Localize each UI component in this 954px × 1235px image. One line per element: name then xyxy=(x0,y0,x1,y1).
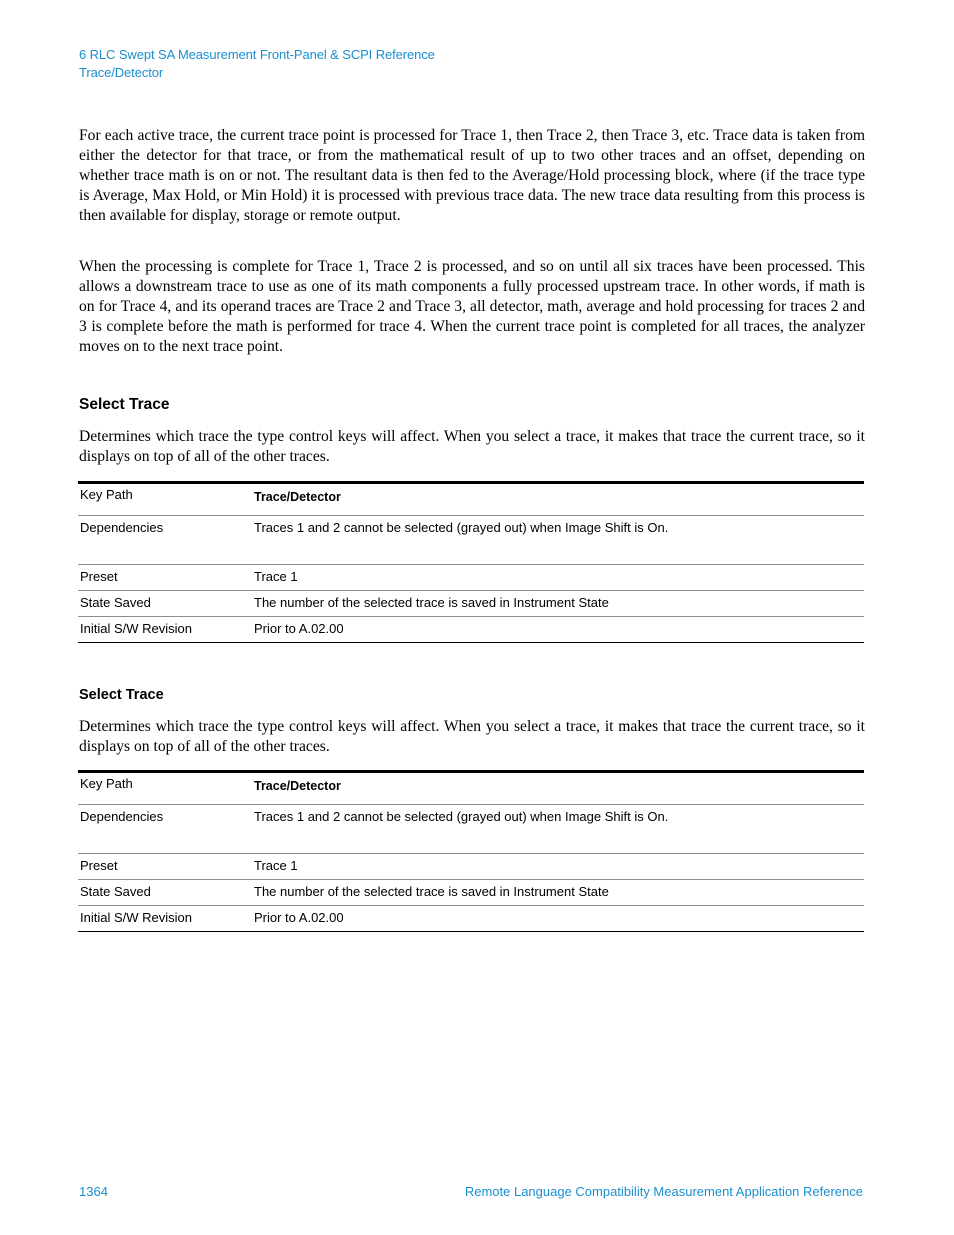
state-saved-label: State Saved xyxy=(78,880,252,906)
table-row-state-saved xyxy=(78,880,864,906)
key-path-value: Trace/Detector xyxy=(252,772,864,805)
header-chapter-line: 6 RLC Swept SA Measurement Front-Panel & SCPI Reference xyxy=(79,47,435,62)
revision-label: Initial S/W Revision xyxy=(78,906,252,932)
preset-value: Trace 1 xyxy=(252,565,864,591)
key-table-1 xyxy=(78,481,864,643)
page-number: 1364 xyxy=(79,1184,108,1199)
section-description-1: Determines which trace the type control keys will affect. When you select a trace, it makes that trace the current trace, so it displays on top of all of the other traces. xyxy=(79,428,865,466)
dependencies-label: Dependencies xyxy=(78,516,252,565)
table-row-dependencies xyxy=(78,805,864,854)
revision-value: Prior to A.02.00 xyxy=(252,617,864,643)
key-table-2 xyxy=(78,770,864,932)
table-row-state-saved xyxy=(78,591,864,617)
table-row-preset xyxy=(78,854,864,880)
revision-label: Initial S/W Revision xyxy=(78,617,252,643)
preset-label: Preset xyxy=(78,854,252,880)
section-heading-select-trace-1: Select Trace xyxy=(79,396,170,413)
revision-value: Prior to A.02.00 xyxy=(252,906,864,932)
header-section-line: Trace/Detector xyxy=(79,65,164,80)
state-saved-value: The number of the selected trace is saved in Instrument State xyxy=(252,880,864,906)
section-heading-select-trace-2: Select Trace xyxy=(79,687,164,703)
section-description-2: Determines which trace the type control keys will affect. When you select a trace, it makes that trace the current trace, so it displays on top of all of the other traces. xyxy=(79,718,865,756)
key-path-label: Key Path xyxy=(78,483,252,516)
footer-document-title: Remote Language Compatibility Measurement Application Reference xyxy=(464,1184,863,1199)
state-saved-value: The number of the selected trace is saved in Instrument State xyxy=(252,591,864,617)
preset-value: Trace 1 xyxy=(252,854,864,880)
state-saved-label: State Saved xyxy=(78,591,252,617)
key-path-label: Key Path xyxy=(78,772,252,805)
table-row-preset xyxy=(78,565,864,591)
table-row-dependencies xyxy=(78,516,864,565)
dependencies-value: Traces 1 and 2 cannot be selected (grayed out) when Image Shift is On. xyxy=(252,516,864,565)
body-paragraph-2: When the processing is complete for Trace 1, Trace 2 is processed, and so on until all six traces have been processed. This allows a downstream trace to use as one of its math components a fully processed upstream trace. In other words, if math is on for Trace 4, and its operand traces are Trace 2 and Trace 3, all detector, math, average and hold processing for traces 2 and 3 is complete before the math is performed for trace 4. When the current trace point is completed for all traces, the analyzer moves on to the next trace point. xyxy=(79,258,865,356)
preset-label: Preset xyxy=(78,565,252,591)
body-paragraph-1: For each active trace, the current trace point is processed for Trace 1, then Trace 2, then Trace 3, etc. Trace data is taken from either the detector for that trace, or from the mathematical result of up to two other traces and an offset, depending on whether trace math is on or not. The resultant data is then fed to the Average/Hold processing block, where (if the trace type is Average, Max Hold, or Min Hold) it is processed with previous trace data. The new trace data resulting from this process is then available for display, storage or remote output. xyxy=(79,127,865,225)
dependencies-label: Dependencies xyxy=(78,805,252,854)
dependencies-value: Traces 1 and 2 cannot be selected (grayed out) when Image Shift is On. xyxy=(252,805,864,854)
key-path-value: Trace/Detector xyxy=(252,483,864,516)
table-row-revision xyxy=(78,906,864,932)
table-row-key-path xyxy=(78,483,864,516)
table-row-revision xyxy=(78,617,864,643)
table-row-key-path xyxy=(78,772,864,805)
